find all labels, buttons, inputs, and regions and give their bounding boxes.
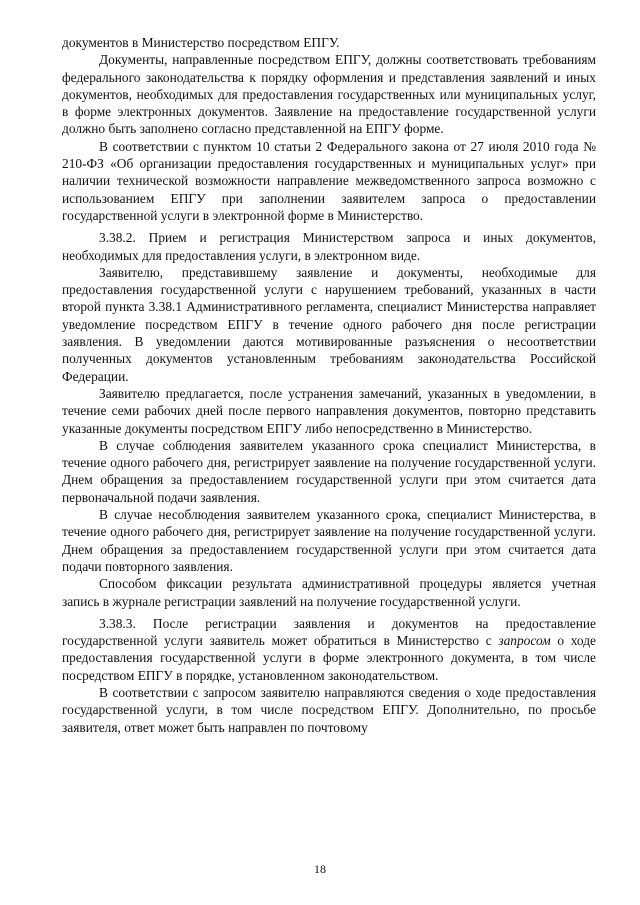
section-heading-3-38-3	[62, 615, 596, 684]
page-number: 18	[314, 862, 326, 876]
paragraph: В соответствии с пунктом 10 статьи 2 Федерального закона от 27 июля 2010 года № 210-ФЗ «Об организации предоставления государственных и муниципальных услуг» при наличии технической возможности направление межведомственного запроса возможно с использованием ЕПГУ при заполнении заявителем запроса о предоставлении государственной услуги в электронной форме в Министерство.	[62, 138, 596, 223]
document-body	[62, 34, 596, 736]
paragraph: Заявителю предлагается, после устранения замечаний, указанных в уведомлении, в течение семи рабочих дней после первого направления документов, повторно представить указанные документы посредством ЕПГУ либо непосредственно в Министерство.	[62, 385, 596, 436]
paragraph: В случае несоблюдения заявителем указанного срока, специалист Министерства, в течение одного рабочего дня, регистрирует заявление на получение государственной услуги. Днем обращения за предоставлением государственной услуги при этом считается дата подачи повторного заявления.	[62, 507, 596, 574]
paragraph: В случае соблюдения заявителем указанного срока специалист Министерства, в течение одного рабочего дня, регистрирует заявление на получение государственной услуги. Днем обращения за предоставлением государственной услуги при этом считается дата первоначальной подачи заявления.	[62, 437, 596, 505]
paragraph: Заявителю, представившему заявление и документы, необходимые для предоставления государственной услуги с нарушением требований, указанных в части второй пункта 3.38.1 Административного регламента, специалист Министерства направляет уведомление посредством ЕПГУ в течение одного рабочего дня после регистрации заявления. В уведомлении даются мотивированные разъяснения о несоответствии полученных документов установленным требованиям законодательства Российской Федерации.	[62, 264, 596, 384]
paragraph: документов в Министерство посредством ЕПГУ.	[62, 35, 340, 50]
paragraph: Способом фиксации результата административной процедуры является учетная запись в журнале регистрации заявлений на получение государственной услуги.	[62, 576, 596, 609]
section-heading-3-38-2: 3.38.2. Прием и регистрация Министерством запроса и иных документов, необходимых для предоставления услуги, в электронном виде.	[62, 230, 596, 263]
paragraph: Документы, направленные посредством ЕПГУ, должны соответствовать требованиям федерального законодательства к порядку оформления и представления заявлений и иных документов, необходимых для предоставления государственных или муниципальных услуг, в форме электронных документов. Заявление на предоставление государственной услуги должно быть заполнено согласно представленной на ЕПГУ форме.	[62, 52, 596, 137]
italic-term-zaprosom: запросом	[498, 633, 551, 649]
paragraph-text: 3.38.3. После регистрации заявления и документов на предоставление государственной услуги заявитель может обратиться в Министерство с	[62, 615, 596, 649]
paragraph-text: о ходе предоставления государственной услуги в форме электронного документа, в том числе посредством ЕПГУ в порядке, установленном законодательством.	[62, 633, 596, 683]
paragraph: В соответствии с запросом заявителю направляются сведения о ходе предоставления государственной услуги, в том числе посредством ЕПГУ. Дополнительно, по просьбе заявителя, ответ может быть направлен по почтовому	[62, 684, 596, 735]
